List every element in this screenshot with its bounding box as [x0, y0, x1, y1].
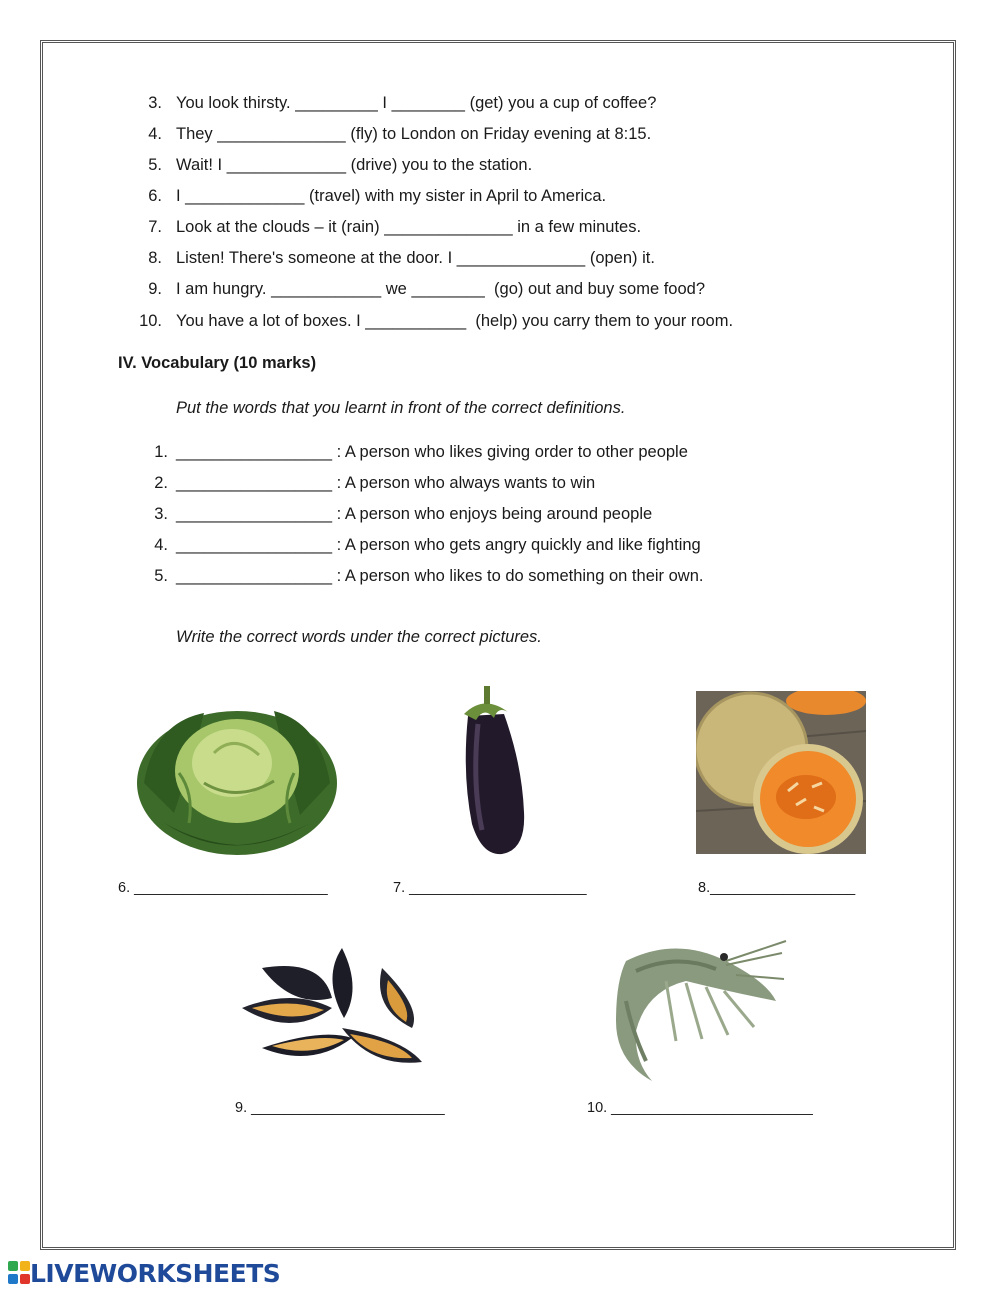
definition-item[interactable]: _________________ : A person who likes giving order to other people	[176, 443, 688, 461]
section-heading: IV. Vocabulary (10 marks)	[118, 354, 317, 372]
mussels-icon	[232, 928, 442, 1073]
picture-answer-8[interactable]: 8.__________________	[698, 880, 856, 896]
melon-icon	[696, 691, 866, 854]
item-number: 6.	[148, 187, 162, 205]
picture-answer-9[interactable]: 9. ________________________	[235, 1100, 445, 1116]
shrimp-icon	[606, 931, 788, 1083]
definition-item[interactable]: _________________ : A person who always wants to win	[176, 474, 596, 492]
cabbage-icon	[134, 693, 340, 863]
grammar-item: I _____________ (travel) with my sister in April to America.	[176, 187, 607, 205]
definition-item[interactable]: _________________ : A person who enjoys being around people	[176, 505, 653, 523]
picture-answer-7[interactable]: 7. ______________________	[393, 880, 587, 896]
item-number: 5.	[148, 156, 162, 174]
logo-text: LIVEWORKSHEETS	[30, 1258, 281, 1288]
item-number: 10.	[139, 312, 162, 330]
definition-number: 4.	[154, 536, 168, 554]
instruction-pictures: Write the correct words under the correct pictures.	[176, 628, 542, 646]
definition-item[interactable]: _________________ : A person who gets angry quickly and like fighting	[176, 536, 701, 554]
grammar-item: You have a lot of boxes. I ___________ (help) you carry them to your room.	[176, 312, 734, 330]
item-number: 9.	[148, 280, 162, 298]
item-number: 3.	[148, 94, 162, 112]
definition-number: 3.	[154, 505, 168, 523]
picture-answer-6[interactable]: 6. ________________________	[118, 880, 328, 896]
grammar-item: Listen! There's someone at the door. I ______________ (open) it.	[176, 249, 655, 267]
eggplant-icon	[454, 684, 534, 858]
instruction-definitions: Put the words that you learnt in front of the correct definitions.	[176, 399, 626, 417]
definition-number: 5.	[154, 567, 168, 585]
picture-answer-10[interactable]: 10. _________________________	[587, 1100, 813, 1116]
grammar-item: Look at the clouds – it (rain) ______________ in a few minutes.	[176, 218, 642, 236]
grammar-item: Wait! I _____________ (drive) you to the station.	[176, 156, 533, 174]
logo-mark-icon	[8, 1261, 30, 1285]
item-number: 7.	[148, 218, 162, 236]
item-number: 8.	[148, 249, 162, 267]
grammar-item: I am hungry. ____________ we ________ (go) out and buy some food?	[176, 280, 705, 298]
item-number: 4.	[148, 125, 162, 143]
definition-number: 2.	[154, 474, 168, 492]
definition-number: 1.	[154, 443, 168, 461]
definition-item[interactable]: _________________ : A person who likes to do something on their own.	[176, 567, 704, 585]
grammar-item: They ______________ (fly) to London on Friday evening at 8:15.	[176, 125, 652, 143]
liveworksheets-logo	[8, 1258, 280, 1288]
grammar-item: You look thirsty. _________ I ________ (get) you a cup of coffee?	[176, 94, 657, 112]
